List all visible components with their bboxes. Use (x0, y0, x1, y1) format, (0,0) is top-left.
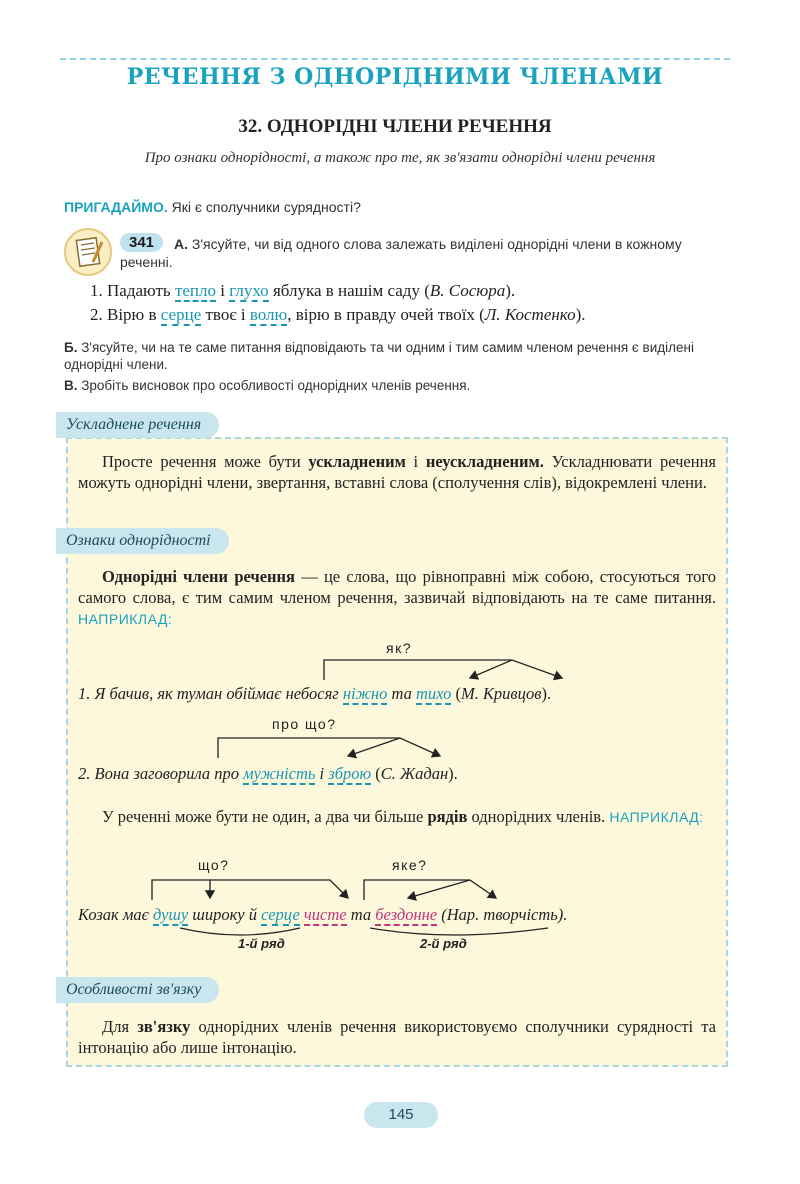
exercise-sentence-2 (90, 305, 586, 325)
chapter-title: РЕЧЕННЯ З ОДНОРІДНИМИ ЧЛЕНАМИ (126, 64, 664, 90)
example-text: широку й (192, 905, 257, 924)
homogeneous-word-row-2: чисте (303, 905, 347, 924)
rule-complicated-sentence (78, 451, 716, 493)
recall-text: Які є сполучники сурядності? (171, 199, 361, 215)
example-source: (Нар. творчість). (441, 905, 568, 924)
rule-text: — це слова, що рівноправні між собою, стосуються того самого слова, є тим самим членом речення, зазвичай відповідають на те саме питання. (78, 567, 716, 607)
rule-multiple-rows (78, 806, 716, 828)
task-c-letter: В. (64, 378, 78, 393)
example-end: ). (541, 684, 552, 703)
question-label: яке? (392, 857, 428, 873)
task-a-letter: А. (174, 236, 188, 252)
exercise-number: 341 (120, 233, 163, 252)
recall-label: ПРИГАДАЙМО. (64, 199, 168, 215)
row-2-label: 2-й ряд (420, 936, 467, 951)
rule-term: неускладненим. (425, 452, 544, 471)
exercise-task-a (120, 235, 732, 271)
author: Л. Костенко (484, 305, 576, 324)
exercise-sentence-1 (90, 281, 515, 301)
sentence-text: твоє і (205, 305, 246, 324)
heading-complicated-sentence: Ускладнене речення (56, 412, 219, 438)
homogeneous-word: глухо (229, 281, 269, 300)
rule-term: Однорідні члени речення (102, 567, 295, 586)
notebook-icon (64, 228, 112, 276)
task-b-letter: Б. (64, 340, 78, 355)
homogeneous-word: душу (153, 905, 189, 924)
rule-text: і (405, 452, 426, 471)
homogeneous-word: тихо (416, 684, 452, 703)
sentence-end: ). (505, 281, 516, 300)
conjunction: та (350, 905, 372, 924)
homogeneous-word: серце (160, 305, 202, 324)
question-label: про що? (272, 716, 337, 732)
homogeneous-word: мужність (243, 764, 316, 783)
section-title: 32. ОДНОРІДНІ ЧЛЕНИ РЕЧЕННЯ (238, 116, 552, 137)
example-sentence-1 (78, 684, 551, 704)
homogeneous-word-row-2: бездонне (375, 905, 438, 924)
example-label: НАПРИКЛАД: (609, 809, 704, 825)
section-intro: Про ознаки однорідності, а також про те, як зв'язати однорідні члени речення (144, 150, 656, 166)
task-c-text: Зробіть висновок про особливості однорідних членів речення. (81, 378, 471, 393)
example-sentence-2 (78, 764, 458, 784)
rule-link-features (78, 1016, 716, 1058)
example-end: ). (448, 764, 458, 783)
rule-text: однорідних членів речення використовуємо сполучники сурядності та інтонацію або лише інтонацію. (78, 1017, 716, 1057)
example-sentence-3 (78, 905, 567, 925)
rule-term: зв'язку (137, 1017, 191, 1036)
conjunction: та (391, 684, 412, 703)
author: В. Сосюра (429, 281, 506, 300)
example-number: 2. (78, 764, 91, 783)
rule-text: У реченні може бути не один, а два чи більше (102, 807, 428, 826)
exercise-task-b (64, 339, 734, 373)
page-number: 145 (364, 1102, 438, 1128)
homogeneous-word: серце (261, 905, 300, 924)
homogeneous-word: ніжно (342, 684, 388, 703)
rule-homogeneous-definition (78, 566, 716, 630)
exercise-task-c (64, 377, 734, 394)
question-label: що? (198, 857, 230, 873)
sentence-text: Падають (107, 281, 171, 300)
example-text: Козак має (78, 905, 149, 924)
example-text: Вона заговорила про (94, 764, 239, 783)
homogeneous-word: зброю (328, 764, 372, 783)
task-b-text: З'ясуйте, чи на те саме питання відповідають та чи одним і тим самим членом речення є виділені однорідні члени. (64, 340, 694, 372)
homogeneous-word: тепло (174, 281, 216, 300)
homogeneous-word: волю (249, 305, 288, 324)
conjunction: і (220, 281, 225, 300)
rule-text: однорідних членів. (467, 807, 610, 826)
recall-prompt (64, 199, 361, 215)
sentence-number: 1. (90, 281, 103, 300)
conjunction: і (319, 764, 325, 783)
author: М. Кривцов (460, 684, 542, 703)
author: С. Жадан (380, 764, 449, 783)
rule-text: Ускладнювати речення можуть однорідні члени, звертання, вставні слова (сполучення слів), відокремлені члени. (78, 452, 716, 492)
task-a-text: З'ясуйте, чи від одного слова залежать виділені однорідні члени в кожному реченні. (120, 236, 682, 270)
sentence-end: ). (575, 305, 586, 324)
example-label: НАПРИКЛАД: (78, 611, 173, 627)
example-text: Я бачив, як туман обіймає небосяг (94, 684, 339, 703)
heading-link-features: Особливості зв'язку (56, 977, 219, 1003)
example-number: 1. (78, 684, 91, 703)
sentence-text: , вірю в правду очей твоїх ( (287, 305, 485, 324)
rule-term: ускладненим (308, 452, 406, 471)
question-label: як? (386, 640, 412, 656)
rule-text: Просте речення може бути (102, 452, 309, 471)
rule-text: Для (102, 1017, 138, 1036)
sentence-number: 2. (90, 305, 103, 324)
example-text: ( (375, 764, 381, 783)
heading-homogeneity-signs: Ознаки однорідності (56, 528, 229, 554)
top-divider (60, 58, 730, 60)
row-1-label: 1-й ряд (238, 936, 285, 951)
example-text: ( (455, 684, 461, 703)
sentence-text: яблука в нашім саду ( (272, 281, 430, 300)
sentence-text: Вірю в (107, 305, 157, 324)
rule-term: рядів (427, 807, 468, 826)
